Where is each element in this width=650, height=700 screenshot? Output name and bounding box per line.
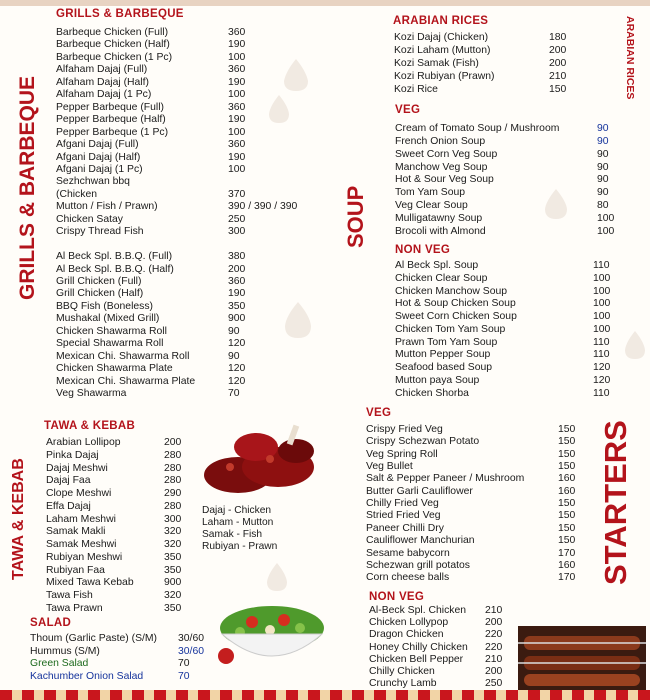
- salad-bowl-image: [212, 598, 332, 670]
- menu-item-price: 150: [558, 461, 576, 473]
- menu-item-name: Stried Fried Veg: [366, 510, 441, 522]
- legend-line: Rubiyan - Prawn: [202, 541, 278, 552]
- menu-item-name: Kachumber Onion Salad: [30, 670, 144, 682]
- menu-item-name: Chilly Chicken: [369, 666, 435, 677]
- menu-item-name: Manchow Veg Soup: [395, 161, 488, 173]
- menu-item-price: 170: [558, 547, 576, 559]
- menu-item-price: 90: [228, 325, 240, 337]
- menu-item-price: 110: [593, 260, 610, 271]
- skewer-kebab-image: [518, 626, 646, 692]
- menu-item-name: Crunchy Lamb: [369, 678, 437, 690]
- menu-item-price: 120: [228, 375, 246, 387]
- menu-item-name: Chicken Shawarma Plate: [56, 363, 173, 375]
- menu-item-price: 200: [485, 666, 503, 677]
- menu-item-name: Pepper Barbeque (Half): [56, 114, 166, 126]
- menu-item-price: 100: [593, 285, 611, 297]
- menu-item-price: 280: [164, 500, 182, 512]
- menu-item-name: Special Shawarma Roll: [56, 338, 164, 350]
- menu-item-name: Hot & Soup Chicken Soup: [395, 298, 516, 310]
- menu-item-name: Barbeque Chicken (Half): [56, 39, 170, 51]
- menu-item-price: 200: [164, 437, 182, 448]
- soup-vertical-title: SOUP: [343, 185, 368, 248]
- menu-item-name: Pepper Barbeque (1 Pc): [56, 126, 169, 138]
- menu-item-name: Al-Beck Spl. Chicken: [369, 605, 467, 616]
- menu-item-price: 100: [228, 51, 246, 63]
- legend-line: Laham - Mutton: [202, 517, 274, 528]
- menu-item-name: Chilly Fried Veg: [366, 498, 439, 510]
- menu-item-name: Veg Bullet: [366, 461, 413, 473]
- menu-item-price: 320: [164, 539, 182, 550]
- menu-item-name: Alfaham Dajaj (1 Pc): [56, 89, 152, 101]
- menu-item-name: Chicken Manchow Soup: [395, 285, 508, 297]
- menu-item-price: 150: [558, 535, 576, 547]
- tawa-vertical-title: TAWA & KEBAB: [10, 458, 27, 580]
- soup-veg-heading: VEG: [395, 104, 421, 116]
- menu-item-price: 100: [228, 89, 246, 101]
- menu-item-name: Chicken Satay: [56, 213, 123, 225]
- grills-vertical-title: GRILLS & BARBEQUE: [16, 75, 39, 300]
- menu-item-name: Grill Chicken (Half): [56, 288, 144, 300]
- menu-item-price: 190: [228, 39, 246, 51]
- menu-item-price: 150: [558, 510, 576, 522]
- top-border: [0, 0, 650, 6]
- menu-item-price: 100: [228, 126, 246, 138]
- menu-item-name: Al Beck Spl. Soup: [395, 260, 479, 271]
- menu-item-price: 350: [228, 300, 246, 312]
- menu-item-name: Chicken Bell Pepper: [369, 653, 464, 665]
- menu-item-name: Kozi Dajaj (Chicken): [394, 32, 489, 43]
- menu-item-name: Honey Chilly Chicken: [369, 641, 468, 653]
- menu-item-price: 320: [164, 526, 182, 538]
- menu-item-price: 70: [228, 388, 240, 400]
- menu-item-name: Sweet Corn Veg Soup: [395, 148, 498, 160]
- menu-item-price: 380: [228, 251, 246, 263]
- menu-item-name: Clope Meshwi: [46, 488, 112, 499]
- menu-item-name: Afgani Dajaj (Full): [56, 139, 139, 151]
- menu-item-price: 120: [228, 338, 246, 350]
- menu-item-price: 360: [228, 139, 246, 151]
- menu-item-name: Chicken Tom Yam Soup: [395, 323, 506, 335]
- menu-item-name: Alfaham Dajaj (Full): [56, 64, 148, 76]
- menu-item-price: 250: [485, 678, 503, 690]
- menu-item-name: Arabian Lollipop: [46, 437, 121, 448]
- menu-item-name: Sesame babycorn: [366, 547, 450, 559]
- menu-item-price: 200: [549, 45, 567, 56]
- menu-item-price: 190: [228, 114, 246, 126]
- legend-line: Dajaj - Chicken: [202, 505, 272, 516]
- menu-item-name: Salt & Pepper Paneer / Mushroom: [366, 473, 525, 485]
- menu-item-name: Kozi Rubiyan (Prawn): [394, 71, 495, 82]
- menu-item-price: 30/60: [178, 633, 205, 644]
- menu-item-name: Alfaham Dajaj (Half): [56, 76, 149, 88]
- menu-item-name: Afgani Dajaj (Half): [56, 151, 141, 163]
- menu-item-name: Crispy Fried Veg: [366, 424, 443, 435]
- arabian-rices-heading: ARABIAN RICES: [393, 15, 489, 27]
- menu-item-price: 110: [593, 349, 610, 361]
- menu-item-price: 100: [593, 298, 611, 310]
- tawa-heading: TAWA & KEBAB: [44, 420, 136, 432]
- menu-item-price: 360: [228, 27, 246, 38]
- menu-item-price: 360: [228, 64, 246, 76]
- menu-item-name: Chicken Shawarma Roll: [56, 325, 167, 337]
- menu-item-name: Thoum (Garlic Paste) (S/M): [30, 633, 158, 644]
- menu-item-name: Cream of Tomato Soup / Mushroom: [395, 123, 560, 134]
- menu-item-price: 250: [228, 213, 246, 225]
- menu-item-name: Brocoli with Almond: [395, 225, 486, 237]
- menu-item-name: Tawa Fish: [46, 590, 93, 601]
- garlic-decoration-icon: [276, 55, 316, 95]
- menu-item-price: 100: [597, 225, 615, 237]
- menu-item-price: 280: [164, 475, 182, 487]
- menu-item-price: 360: [228, 101, 246, 113]
- menu-item-name: Pepper Barbeque (Full): [56, 101, 165, 113]
- menu-item-price: 350: [164, 602, 182, 614]
- menu-item-price: 160: [558, 559, 576, 571]
- menu-item-price: 200: [549, 58, 567, 69]
- kebab-image: [200, 423, 325, 501]
- menu-item-price: 350: [164, 551, 182, 563]
- menu-item-price: 280: [164, 462, 182, 474]
- garlic-decoration-icon: [260, 560, 294, 594]
- menu-item-price: 90: [597, 174, 609, 186]
- menu-item-name: Veg Shawarma: [56, 388, 127, 400]
- menu-item-price: 90: [597, 135, 609, 147]
- menu-item-name: Seafood based Soup: [395, 362, 493, 373]
- menu-item-name: Afgani Dajaj (1 Pc): [56, 163, 143, 175]
- menu-item-name: Chicken Lollypop: [369, 617, 449, 629]
- grills-heading: GRILLS & BARBEQUE: [56, 8, 184, 20]
- menu-item-name: Mexican Chi. Shawarma Plate: [56, 375, 196, 387]
- starters-nonveg-heading: NON VEG: [369, 591, 425, 603]
- menu-item-price: 220: [485, 629, 503, 641]
- menu-item-name: Rubiyan Faa: [46, 564, 105, 576]
- menu-item-name: Barbeque Chicken (Full): [56, 27, 169, 38]
- menu-item-price: 90: [597, 187, 609, 199]
- menu-item-name: Mixed Tawa Kebab: [46, 577, 134, 589]
- menu-item-name: Sezhchwan bbq: [56, 176, 130, 188]
- menu-item-price: 200: [485, 617, 503, 629]
- menu-item-price: 100: [593, 272, 611, 284]
- menu-item-price: 210: [485, 653, 503, 665]
- menu-item-price: 150: [558, 498, 576, 510]
- menu-item-price: 300: [164, 513, 182, 525]
- menu-item-name: Kozi Laham (Mutton): [394, 45, 491, 56]
- menu-item-price: 320: [164, 590, 182, 601]
- menu-item-name: Crispy Schezwan Potato: [366, 436, 480, 448]
- menu-item-price: 290: [164, 488, 182, 499]
- menu-item-name: Barbeque Chicken (1 Pc): [56, 51, 173, 63]
- menu-item-name: (Chicken: [56, 188, 97, 200]
- menu-item-name: Green Salad: [30, 658, 89, 669]
- menu-item-price: 350: [164, 564, 182, 576]
- menu-item-price: 210: [549, 71, 567, 82]
- menu-item-price: 220: [485, 641, 503, 653]
- menu-item-price: 150: [558, 436, 576, 448]
- menu-item-name: Paneer Chilli Dry: [366, 522, 444, 534]
- menu-item-price: 150: [558, 522, 576, 534]
- menu-item-price: 210: [485, 605, 503, 616]
- menu-item-name: Veg Spring Roll: [366, 448, 438, 460]
- menu-item-price: 190: [228, 288, 246, 300]
- menu-item-name: Corn cheese balls: [366, 572, 450, 584]
- menu-item-name: Dragon Chicken: [369, 629, 444, 641]
- menu-item-name: Al Beck Spl. B.B.Q. (Full): [56, 251, 173, 263]
- arabian-rices-vertical-title: ARABIAN RICES: [624, 16, 636, 100]
- menu-item-price: 100: [597, 212, 615, 224]
- starters-veg-heading: VEG: [366, 407, 392, 419]
- menu-item-price: 100: [593, 311, 611, 322]
- menu-item-name: Mexican Chi. Shawarma Roll: [56, 350, 190, 362]
- menu-item-price: 150: [549, 84, 567, 95]
- menu-item-name: Schezwan grill potatos: [366, 559, 470, 571]
- menu-item-name: Dajaj Meshwi: [46, 462, 108, 474]
- menu-item-price: 110: [593, 336, 610, 348]
- menu-item-price: 900: [164, 577, 182, 589]
- menu-item-name: Sweet Corn Chicken Soup: [395, 311, 517, 322]
- menu-item-price: 160: [558, 485, 576, 497]
- garlic-decoration-icon: [276, 298, 320, 342]
- menu-item-name: Hummus (S/M): [30, 645, 100, 657]
- menu-item-price: 100: [228, 163, 246, 175]
- menu-item-price: 90: [597, 123, 609, 134]
- menu-item-price: 120: [593, 362, 611, 373]
- menu-item-name: Effa Dajaj: [46, 500, 91, 512]
- menu-item-name: Rubiyan Meshwi: [46, 551, 123, 563]
- menu-item-price: 90: [228, 350, 240, 362]
- menu-item-name: Tom Yam Soup: [395, 187, 466, 199]
- menu-item-name: Kozi Rice: [394, 84, 438, 95]
- menu-item-name: Al Beck Spl. B.B.Q. (Half): [56, 263, 174, 275]
- menu-item-price: 70: [178, 670, 190, 682]
- menu-item-price: 100: [593, 323, 611, 335]
- menu-item-price: 200: [228, 263, 246, 275]
- garlic-decoration-icon: [538, 186, 574, 222]
- menu-item-name: French Onion Soup: [395, 135, 486, 147]
- menu-item-price: 390 / 390 / 390: [228, 201, 298, 213]
- menu-item-name: Chicken Clear Soup: [395, 272, 488, 284]
- menu-item-price: 30/60: [178, 645, 205, 657]
- menu-item-price: 150: [558, 448, 576, 460]
- soup-nonveg-heading: NON VEG: [395, 244, 451, 256]
- menu-item-price: 110: [593, 387, 610, 399]
- menu-item-name: Laham Meshwi: [46, 513, 116, 525]
- menu-item-name: BBQ Fish (Boneless): [56, 300, 154, 312]
- menu-item-name: Veg Clear Soup: [395, 200, 468, 212]
- menu-item-price: 280: [164, 449, 182, 461]
- menu-item-price: 70: [178, 658, 190, 669]
- menu-item-price: 360: [228, 276, 246, 287]
- menu-item-name: Butter Garli Cauliflower: [366, 485, 473, 497]
- starters-vertical-title: STARTERS: [598, 420, 633, 585]
- tawa-legend: [202, 505, 277, 553]
- menu-item-price: 90: [597, 148, 609, 160]
- menu-item-name: Mutton paya Soup: [395, 374, 480, 386]
- menu-item-name: Samak Makli: [46, 526, 106, 538]
- salad-heading: SALAD: [30, 617, 72, 629]
- menu-item-price: 160: [558, 473, 576, 485]
- menu-item-name: Kozi Samak (Fish): [394, 58, 479, 69]
- legend-line: Samak - Fish: [202, 529, 263, 540]
- menu-item-price: 190: [228, 76, 246, 88]
- menu-item-price: 180: [549, 32, 567, 43]
- menu-item-name: Mutton Pepper Soup: [395, 349, 491, 361]
- garlic-decoration-icon: [262, 92, 296, 126]
- menu-item-name: Cauliflower Manchurian: [366, 535, 475, 547]
- garlic-decoration-icon: [618, 328, 650, 362]
- menu-item-price: 370: [228, 188, 246, 200]
- menu-item-name: Mutton / Fish / Prawn): [56, 201, 158, 213]
- menu-item-name: Crispy Thread Fish: [56, 226, 144, 238]
- menu-item-price: 300: [228, 226, 246, 238]
- menu-item-name: Prawn Tom Yam Soup: [395, 336, 498, 348]
- menu-item-name: Mulligatawny Soup: [395, 212, 483, 224]
- menu-item-name: Pinka Dajaj: [46, 449, 99, 461]
- menu-item-name: Tawa Prawn: [46, 602, 103, 614]
- menu-item-price: 90: [597, 161, 609, 173]
- menu-item-price: 900: [228, 313, 246, 325]
- bottom-border: [0, 690, 650, 700]
- menu-item-price: 170: [558, 572, 576, 584]
- menu-item-price: 190: [228, 151, 246, 163]
- menu-item-price: 80: [597, 200, 609, 212]
- menu-item-name: Dajaj Faa: [46, 475, 91, 487]
- menu-item-name: Grill Chicken (Full): [56, 276, 142, 287]
- menu-item-price: 120: [593, 374, 611, 386]
- menu-item-name: Chicken Shorba: [395, 387, 469, 399]
- menu-item-price: 120: [228, 363, 246, 375]
- menu-item-name: Samak Meshwi: [46, 539, 117, 550]
- menu-item-name: Mushakal (Mixed Grill): [56, 313, 160, 325]
- menu-item-name: Hot & Sour Veg Soup: [395, 174, 494, 186]
- menu-item-price: 150: [558, 424, 576, 435]
